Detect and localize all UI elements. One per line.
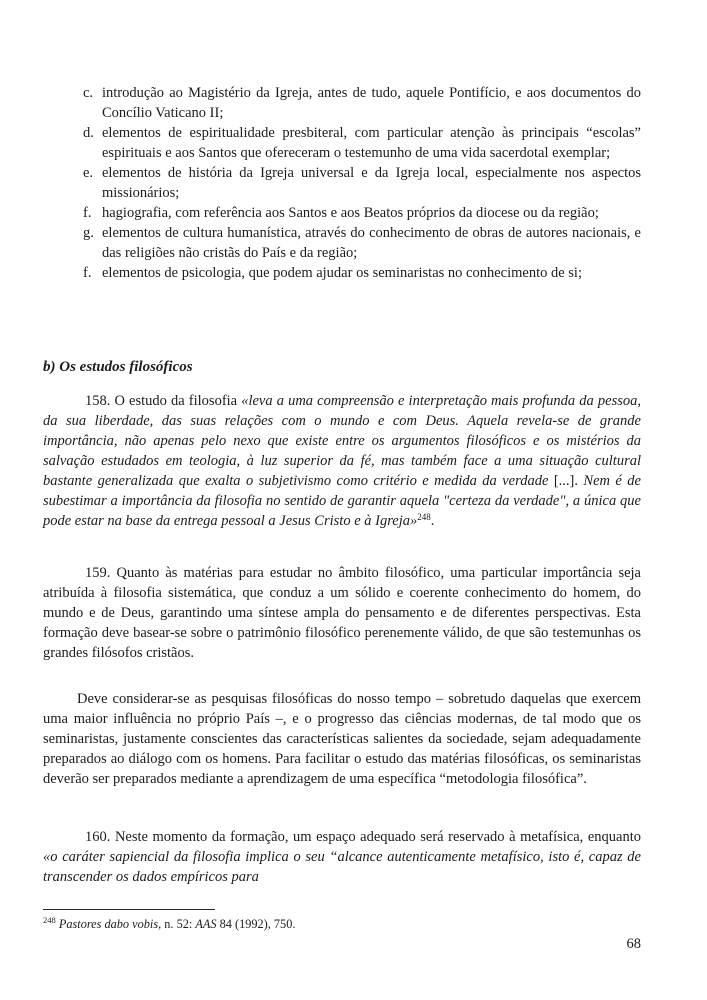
paragraph-159: 159. Quanto às matérias para estudar no âmbito filosófico, uma particular importância seja atribuída à filosofia sistemática, que conduz a um sólido e coerente conhecimento do homem, do mundo e de Deus, garantindo uma síntese ampla do pensamento e de diferentes perspectivas. Esta formação deve basear-se sobre o patrimônio filosófico perenemente válido, de que são testemunhas os grandes filósofos cristãos. <box>43 565 641 661</box>
list-item-label: f. <box>83 265 92 281</box>
footnote-separator-rule <box>43 909 215 910</box>
p158-ellipsis-brackets: [...]. <box>553 473 584 489</box>
footnote-citation-middle: , n. 52: <box>158 917 196 931</box>
list-item-text: hagiografia, com referência aos Santos e aos Beatos próprios da diocese ou da região; <box>102 205 599 221</box>
footnote-citation-tail: 84 (1992), 750. <box>216 917 296 931</box>
list-item-text: elementos de psicologia, que podem ajudar os seminaristas no conhecimento de si; <box>102 265 582 281</box>
list-item <box>43 123 641 163</box>
footnote-reference-248: 248 <box>417 512 431 523</box>
footnote-journal: AAS <box>195 917 217 931</box>
study-topics-list <box>43 83 641 283</box>
p158-intro: 158. O estudo da filosofia <box>85 393 242 409</box>
footnote-248 <box>43 916 641 932</box>
section-heading: b) Os estudos filosóficos <box>43 359 193 375</box>
list-item-text: elementos de história da Igreja universal e da Igreja local, especialmente nos aspectos missionários; <box>102 165 641 201</box>
list-item <box>43 223 641 263</box>
list-item <box>43 163 641 203</box>
p160-intro: 160. Neste momento da formação, um espaço adequado será reservado à metafísica, enquanto <box>85 829 641 845</box>
list-item-label: d. <box>83 125 94 141</box>
p158-final-period: . <box>430 513 435 529</box>
list-item <box>43 83 641 123</box>
list-item <box>43 203 641 223</box>
list-item-label: f. <box>83 205 92 221</box>
list-item-label: c. <box>83 85 94 101</box>
footnote-marker: 248 <box>43 915 56 926</box>
paragraph-160 <box>43 827 641 887</box>
list-item-label: g. <box>83 225 94 241</box>
p160-quotation: «o caráter sapiencial da filosofia implica o seu “alcance autenticamente metafísico, isto é, capaz de transcender os dados empíricos para <box>43 849 641 885</box>
paragraph-deve-considerar: Deve considerar-se as pesquisas filosóficas do nosso tempo – sobretudo daquelas que exercem uma maior influência no próprio País –, e o progresso das ciências modernas, de tal modo que os seminaristas, justamente conscientes das características salientes da sociedade, sejam adequadamente preparados ao diálogo com os homens. Para facilitar o estudo das matérias filosóficas, os seminaristas deverão ser preparados mediante a aprendizagem de uma específica “metodologia filosófica”. <box>43 691 641 787</box>
list-item <box>43 263 641 283</box>
page-number: 68 <box>626 936 641 952</box>
p158-quotation-part1: «leva a uma compreensão e interpretação mais profunda da pessoa, da sua liberdade, das suas relações com o mundo e com Deus. Aquela revela-se de grande importância, não apenas pelo nexo que existe entre os argumentos filosóficos e os mistérios da salvação estudados em teologia, à luz superior da fé, mas também face a uma situação cultural bastante generalizada que exalta o subjetivismo como critério e medida da verdade <box>43 393 641 489</box>
list-item-label: e. <box>83 165 94 181</box>
footnote-work-title: Pastores dabo vobis <box>58 917 159 931</box>
p158-quotation-part2: Nem é de subestimar a importância da filosofia no sentido de garantir aquela "certeza da verdade", a única que pode estar na base da entrega pessoal a Jesus Cristo e à Igreja» <box>43 473 641 529</box>
list-item-text: introdução ao Magistério da Igreja, antes de tudo, aquele Pontifício, e aos documentos do Concílio Vaticano II; <box>102 85 641 121</box>
list-item-text: elementos de espiritualidade presbiteral, com particular atenção às principais “escolas” espirituais e aos Santos que ofereceram o testemunho de uma vida sacerdotal exemplar; <box>102 125 641 161</box>
paragraph-158 <box>43 391 641 531</box>
list-item-text: elementos de cultura humanística, através do conhecimento de obras de autores nacionais, e das religiões não cristãs do País e da região; <box>102 225 641 261</box>
